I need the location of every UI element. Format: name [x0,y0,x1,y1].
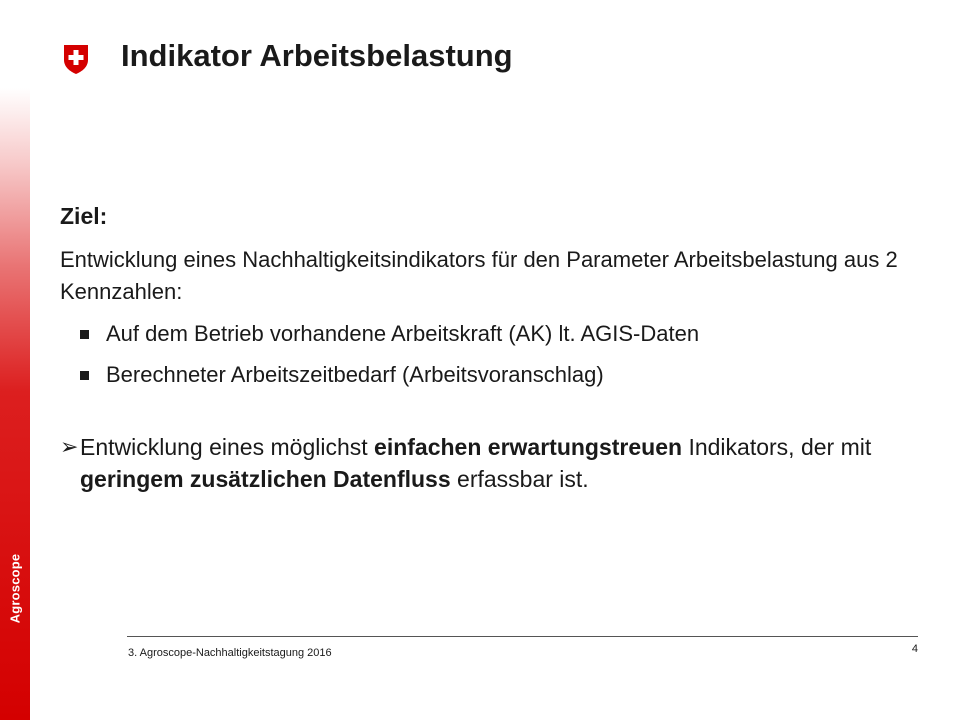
swiss-cross-shield-icon [62,43,90,75]
list-item-text: Auf dem Betrieb vorhandene Arbeitskraft (AK) lt. AGIS-Daten [106,321,700,346]
conclusion-part-1: Entwicklung eines möglichst [80,434,375,460]
arrow-right-icon: ➢ [60,434,79,459]
list-item [78,318,920,350]
agroscope-label-text: Agroscope [7,553,23,623]
slide-content [60,200,920,495]
kennzahlen-list [60,318,920,391]
conclusion-emphasis-2: geringem zusätzlichen Datenfluss [80,466,451,492]
page-number: 4 [911,643,918,655]
square-bullet-icon [80,371,89,380]
footer-divider [127,636,918,637]
footer-event-text: 3. Agroscope-Nachhaltigkeitstagung 2016 [128,647,332,659]
conclusion-part-2: Indikators, der mit [682,434,872,460]
square-bullet-icon [80,330,89,339]
goal-heading: Ziel: [60,203,108,229]
conclusion-text [60,431,920,495]
list-item [78,359,920,391]
conclusion-part-3: erfassbar ist. [450,466,589,492]
conclusion-emphasis-1: einfachen erwartungstreuen [374,434,683,460]
slide-title: Indikator Arbeitsbelastung [121,38,513,73]
goal-intro-text: Entwicklung eines Nachhaltigkeitsindikators für den Parameter Arbeitsbelastung aus 2 Kennzahlen: [60,247,898,304]
agroscope-side-label [2,548,28,628]
list-item-text: Berechneter Arbeitszeitbedarf (Arbeitsvoranschlag) [106,362,604,387]
